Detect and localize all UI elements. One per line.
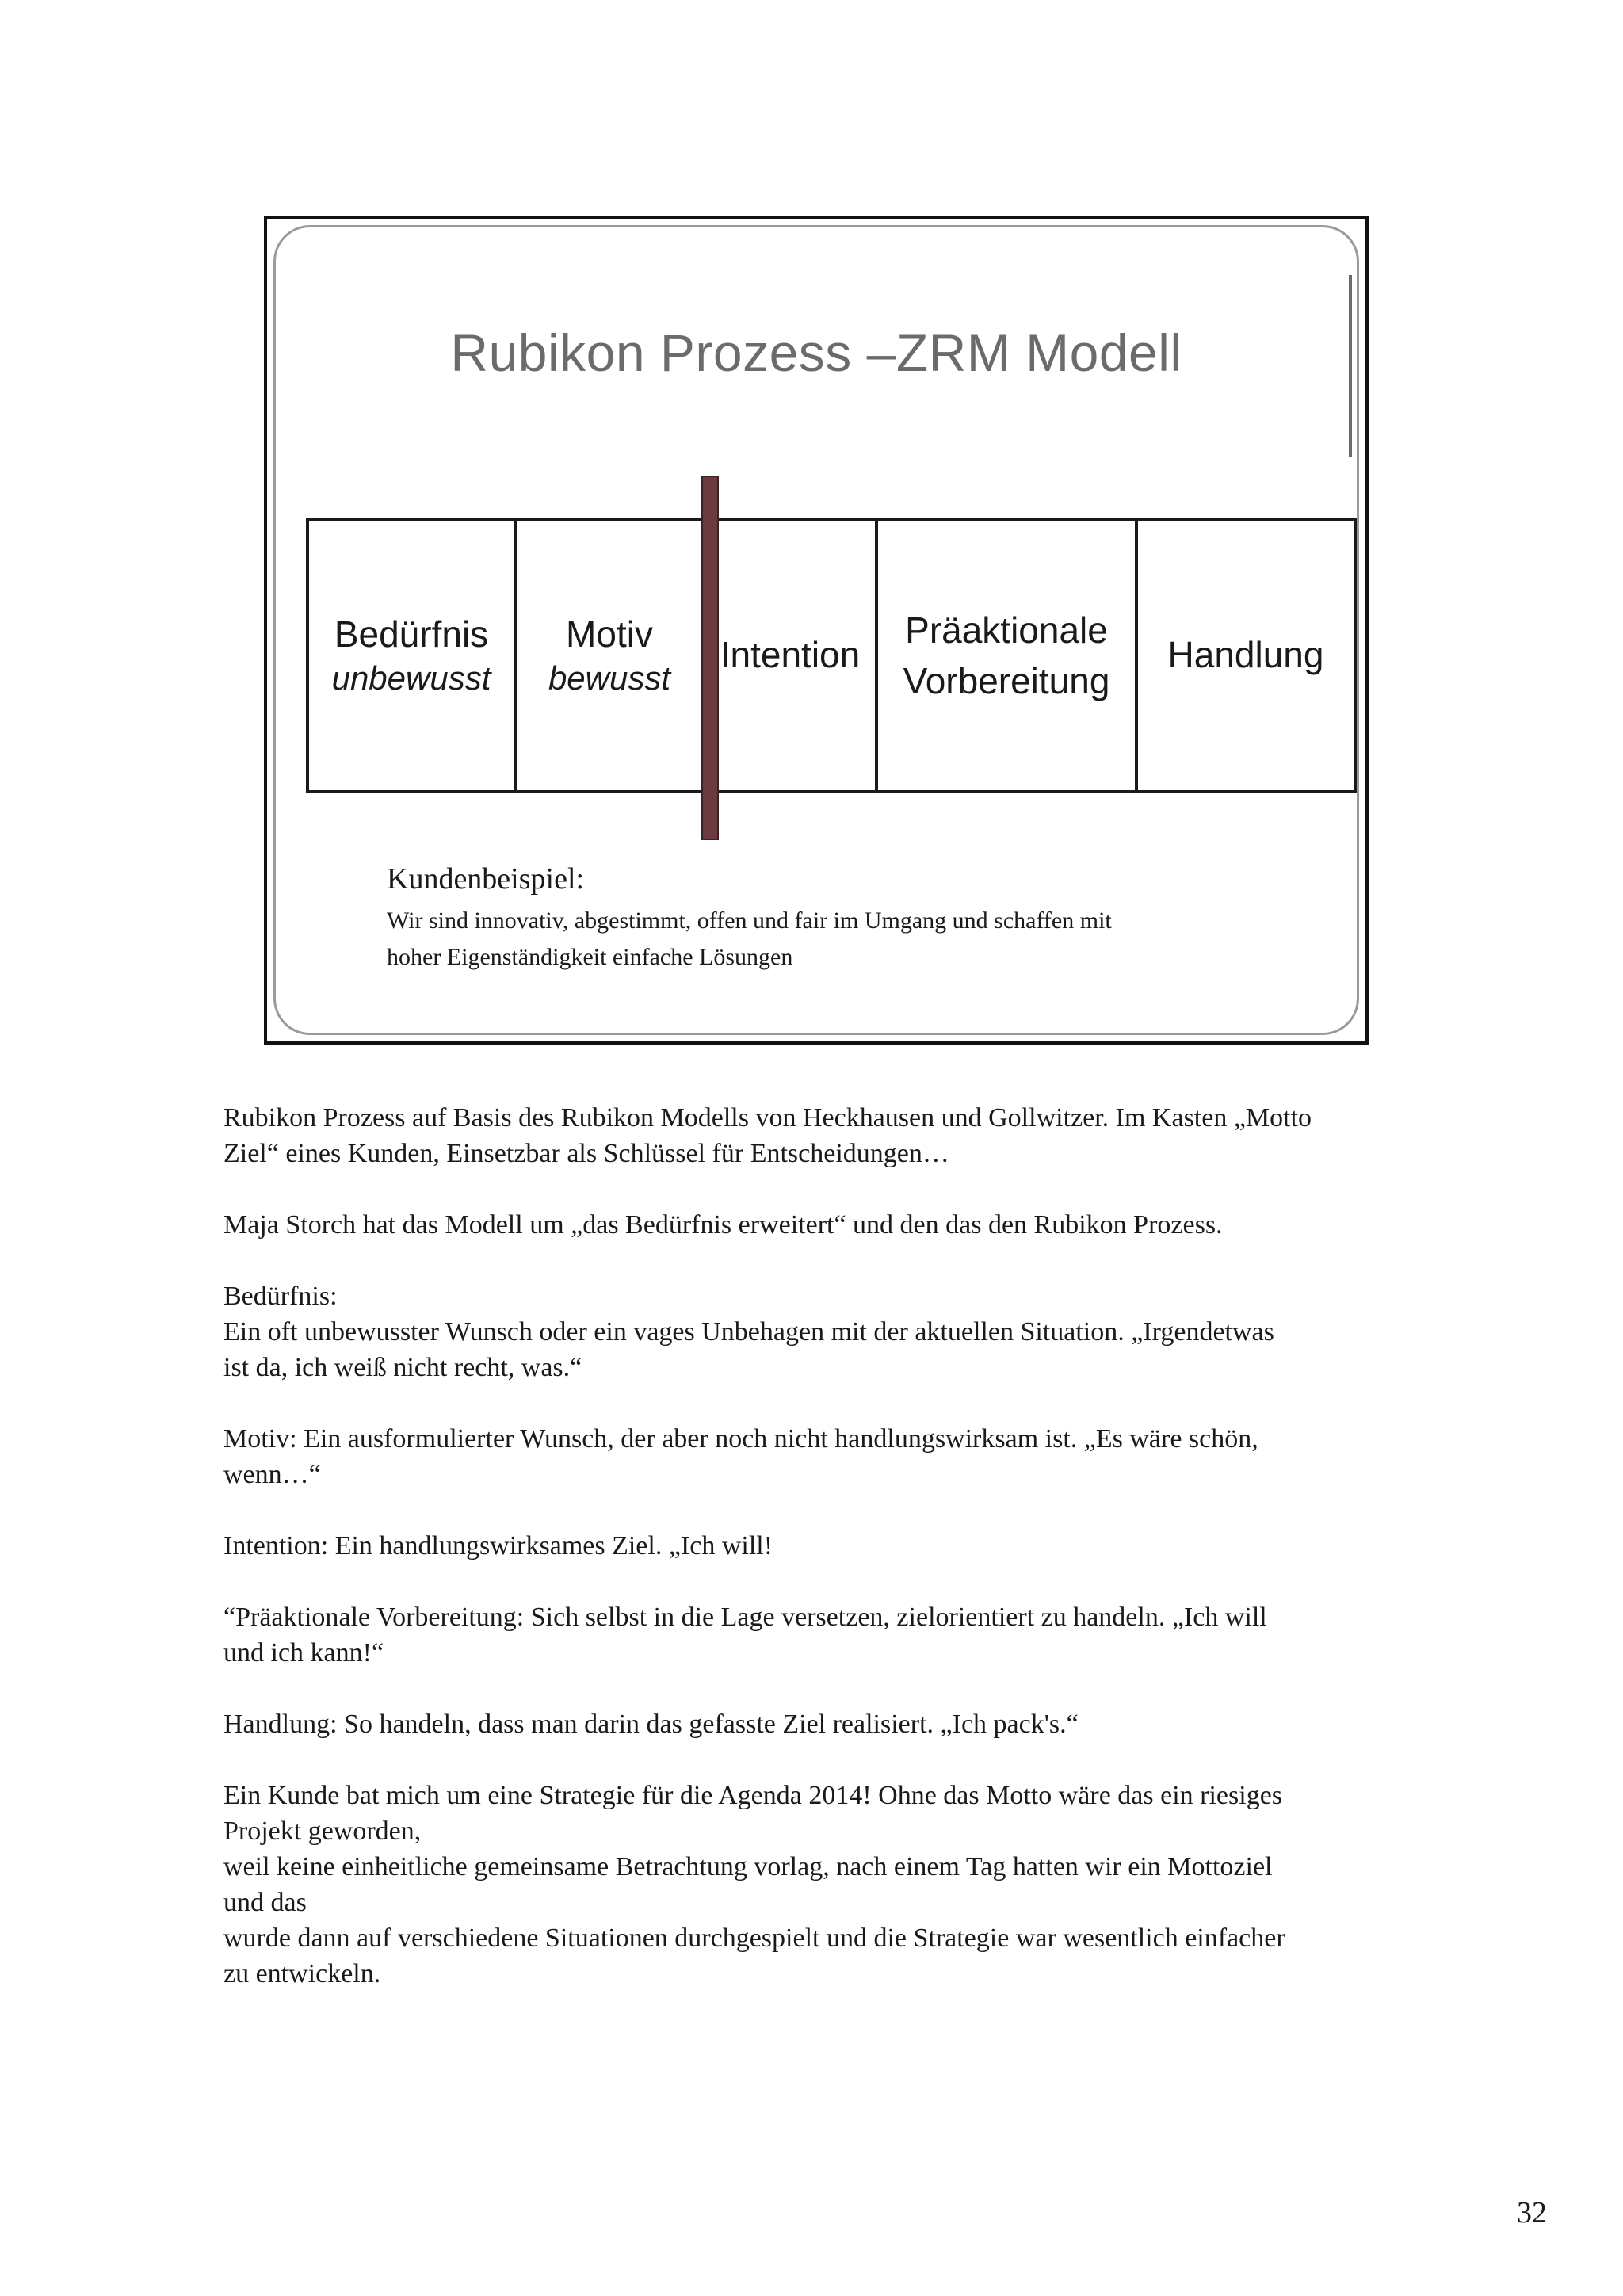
stage-motiv [517,521,705,790]
stage-name-line2: Vorbereitung [903,660,1110,701]
example-line: Wir sind innovativ, abgestimmt, offen und fair im Umgang und schaffen mit [387,907,1112,934]
slide-title: Rubikon Prozess –ZRM Modell [450,323,1182,382]
stage-subtitle: bewusst [548,659,671,697]
slide-inner-frame [273,225,1359,1035]
stage-name: Bedürfnis [334,613,489,655]
page-number: 32 [1517,2196,1547,2229]
paragraph-praeaktionale [223,1599,1412,1671]
text-line: Bedürfnis: [223,1282,338,1311]
slide-figure [264,216,1369,1045]
paragraph-beduerfnis [223,1278,1412,1385]
stage-praeaktionale-vorbereitung [878,521,1138,790]
text-line: Intention: Ein handlungswirksames Ziel. „Ich will! [223,1531,773,1561]
text-line: weil keine einheitliche gemeinsame Betrachtung vorlag, nach einem Tag hatten wir ein Mottoziel [223,1852,1273,1881]
text-line: und ich kann!“ [223,1638,384,1668]
example-line: hoher Eigenständigkeit einfache Lösungen [387,944,793,970]
stage-name: Präaktionale [905,609,1108,651]
stage-intention [705,521,878,790]
text-line: wurde dann auf verschiedene Situationen durchgespielt und die Strategie war wesentlich einfacher [223,1924,1285,1953]
stage-name: Handlung [1167,634,1324,676]
rubikon-stages-diagram [306,518,1357,793]
stage-beduerfnis [309,521,517,790]
text-line: und das [223,1888,307,1917]
text-line: Ziel“ eines Kunden, Einsetzbar als Schlüssel für Entscheidungen… [223,1139,949,1168]
stage-handlung [1138,521,1354,790]
text-line: Maja Storch hat das Modell um „das Bedürfnis erweitert“ und den das den Rubikon Prozess. [223,1210,1223,1240]
paragraph-motiv [223,1421,1412,1492]
text-line: Projekt geworden, [223,1817,422,1846]
text-line: wenn…“ [223,1460,321,1489]
text-line: ist da, ich weiß nicht recht, was.“ [223,1353,582,1382]
text-line: Ein oft unbewusster Wunsch oder ein vages Unbehagen mit der aktuellen Situation. „Irgendetwas [223,1317,1274,1347]
text-line: Motiv: Ein ausformulierter Wunsch, der aber noch nicht handlungswirksam ist. „Es wäre schön, [223,1424,1258,1454]
paragraph-kunde [223,1778,1412,1992]
example-text [387,903,1298,976]
paragraph-storch [223,1207,1412,1243]
body-text [223,1100,1412,2027]
text-line: Handlung: So handeln, dass man darin das gefasste Ziel realisiert. „Ich pack's.“ [223,1710,1079,1739]
text-line: Rubikon Prozess auf Basis des Rubikon Modells von Heckhausen und Gollwitzer. Im Kasten „Motto [223,1103,1312,1133]
stage-name: Motiv [566,613,653,655]
paragraph-intro [223,1100,1412,1171]
rubicon-divider-bar [701,476,719,840]
paragraph-intention [223,1528,1412,1564]
stage-name: Intention [720,634,861,676]
paragraph-handlung [223,1706,1412,1742]
text-line: “Präaktionale Vorbereitung: Sich selbst in die Lage versetzen, zielorientiert zu handeln. „Ich will [223,1603,1267,1632]
example-heading: Kundenbeispiel: [387,862,585,896]
text-line: Ein Kunde bat mich um eine Strategie für die Agenda 2014! Ohne das Motto wäre das ein riesiges [223,1781,1283,1810]
stage-subtitle: unbewusst [331,659,491,697]
text-line: zu entwickeln. [223,1959,381,1988]
